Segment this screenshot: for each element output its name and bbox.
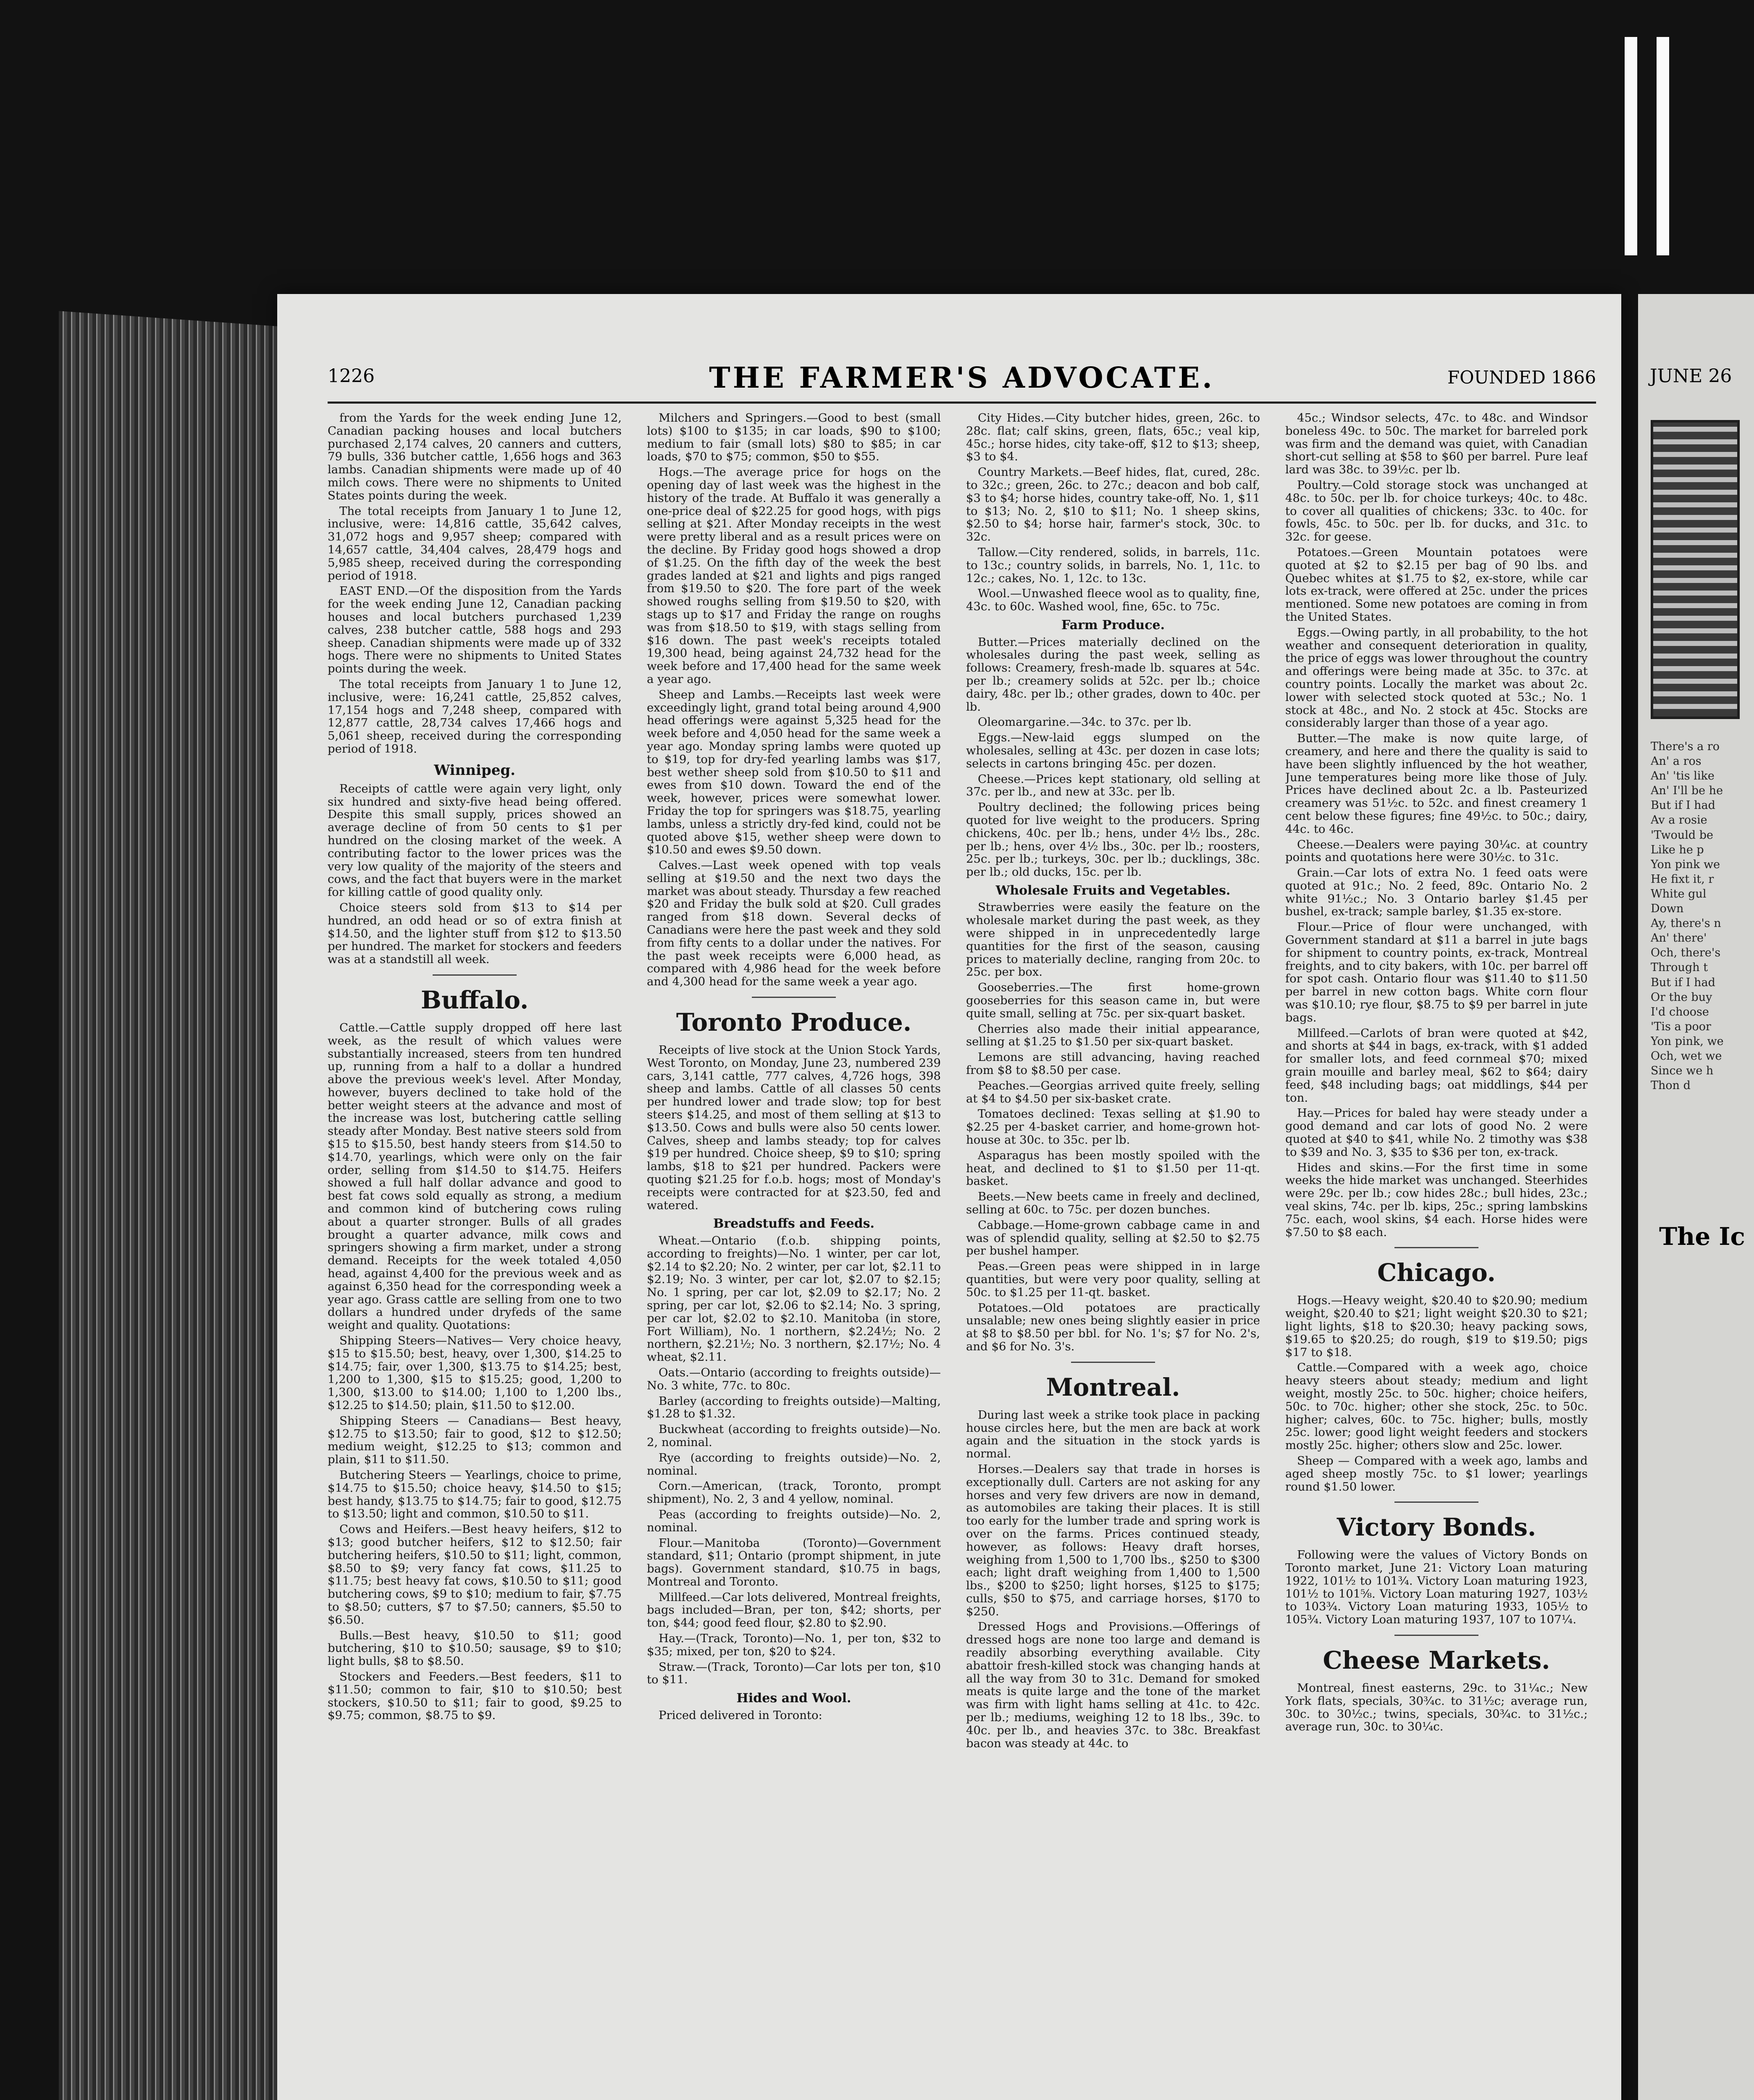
paragraph: Barley (according to freights outside)—Malting, $1.28 to $1.32. — [647, 1394, 941, 1421]
poem-line: 'Twould be — [1651, 828, 1713, 842]
paragraph: Country Markets.—Beef hides, flat, cured, 28c. to 32c.; green, 26c. to 27c.; deacon and bob calf, $3 to $4; horse hides, country take-off, No. 1, $11 to $13; No. 2, $10 to $11; No. 1 sheep skins, $2.50 to $4; horse hair, farmer's stock, 30c. to 32c. — [966, 465, 1260, 544]
paragraph: Wool.—Unwashed fleece wool as to quality, fine, 43c. to 60c. Washed wool, fine, 65c. to 75c. — [966, 587, 1260, 614]
column-2 — [647, 412, 941, 2100]
paragraph: Bulls.—Best heavy, $10.50 to $11; good butchering, $10 to $10.50; sausage, $9 to $10; light bulls, $8 to $8.50. — [328, 1628, 622, 1668]
paragraph: Asparagus has been mostly spoiled with the heat, and declined to $1 to $1.50 per 11-qt. basket. — [966, 1148, 1260, 1188]
poem-line: Down — [1651, 902, 1684, 916]
paragraph: Butchering Steers — Yearlings, choice to prime, $14.75 to $15.50; choice heavy, $14.50 to $15; best handy, $13.75 to $14.75; fair to good, $12.75 to $13.50; light and common, $10.50 to $11. — [328, 1468, 622, 1521]
poem-line: He fixt it, r — [1651, 872, 1714, 886]
paragraph: The total receipts from January 1 to June 12, inclusive, were: 16,241 cattle, 25,852 calves, 17,154 hogs and 7,248 sheep, compared with 12,877 cattle, 28,734 calves 17,466 hogs and 5,061 sheep, received during the corresponding period of 1918. — [328, 677, 622, 756]
paragraph: Corn.—American, (track, Toronto, prompt shipment), No. 2, 3 and 4 yellow, nominal. — [647, 1479, 941, 1506]
paragraph: Straw.—(Track, Toronto)—Car lots per ton, $10 to $11. — [647, 1660, 941, 1687]
masthead: THE FARMER'S ADVOCATE. — [709, 361, 1215, 395]
poem-line: But if I had — [1651, 799, 1715, 812]
paragraph: Millfeed.—Car lots delivered, Montreal freights, bags included—Bran, per ton, $42; shorts, per ton, $44; good feed flour, $2.80 to $2.90. — [647, 1590, 941, 1630]
section-heading-toronto-produce: Toronto Produce. — [676, 1008, 912, 1037]
subheading-hides-wool: Hides and Wool. — [736, 1691, 851, 1706]
paragraph: from the Yards for the week ending June 12, Canadian packing houses and local butchers purchased 2,174 calves, 20 canners and cutters, 79 bulls, 336 butcher cattle, 1,656 hogs and 363 lambs. Canadian shipments were made up of 40 milch cows. There were no shipments to United States points during the week. — [328, 412, 622, 502]
paragraph: Potatoes.—Old potatoes are practically unsalable; new ones being slightly easier in price at $8 to $8.50 per bbl. for No. 1's; $7 for No. 2's, and $6 for No. 3's. — [966, 1301, 1260, 1353]
page-number: 1226 — [328, 365, 375, 387]
paragraph: Oats.—Ontario (according to freights outside)—No. 3 white, 77c. to 80c. — [647, 1365, 941, 1392]
paragraph: Following were the values of Victory Bonds on Toronto market, June 21: Victory Loan maturing 1922, 101½ to 101¾. Victory Loan maturing 1923, 101½ to 101⅝. Victory Loan maturing 1927, 103½ to 103¾. Victory Loan maturing 1933, 105½ to 105¾. Victory Loan maturing 1937, 107 to 107¼. — [1285, 1548, 1588, 1627]
paragraph: Flour.—Price of flour were unchanged, with Government standard at $11 a barrel in jute bags for shipment to country points, ex-track, Montreal freights, and to city bakers, with 10c. per barrel off for spot cash. Ontario flour was $11.40 to $11.50 per barrel in new cotton bags. White corn flour was $10.10; rye flour, $8.75 to $9 per barrel in jute bags. — [1285, 920, 1588, 1024]
paragraph: EAST END.—Of the disposition from the Yards for the week ending June 12, Canadian packing houses and local butchers purchased 1,239 calves, 238 butcher cattle, 588 hogs and 293 sheep. Canadian shipments were made up of 332 hogs. There were no shipments to United States points during the week. — [328, 584, 622, 676]
paragraph: Eggs.—Owing partly, in all probability, to the hot weather and consequent deterioration in quality, the price of eggs was lower throughout the country and offerings were being made at 35c. to 37c. at country points. Locally the market was about 2c. lower with selected stock quoted at 53c.; No. 1 stock at 48c., and No. 2 stock at 45c. Stocks are considerably larger than those of a year ago. — [1285, 625, 1588, 730]
book-page-edges — [59, 311, 294, 2100]
paragraph: Hogs.—The average price for hogs on the opening day of last week was the highest in the history of the trade. At Buffalo it was generally a one-price deal of $22.25 for good hogs, with pigs selling at $21. After Monday receipts in the west were pretty liberal and as a result prices were on the decline. By Friday good hogs showed a drop of $1.25. On the fifth day of the week the best grades landed at $21 and lights and pigs ranged from $19.50 to $20. The fore part of the week showed roughs selling from $19.50 to $20, with stags up to $17 and Friday the range on roughs was from $18.50 to $19, with stags selling from $16 down. The past week's receipts totaled 19,300 head, being against 24,732 head for the week before and 17,400 head for the same week a year ago. — [647, 465, 941, 686]
paragraph: Dressed Hogs and Provisions.—Offerings of dressed hogs are none too large and demand is readily absorbing everything available. City abattoir fresh-killed stock was changing hands at all the way from 30 to 31c. Demand for smoked meats is quite large and the tone of the market was firm with light hams selling at 41c. to 42c. per lb.; mediums, weighing 12 to 18 lbs., 39c. to 40c. per lb., and heavies 37c. to 38c. Breakfast bacon was steady at 44c. to — [966, 1620, 1260, 1750]
paragraph: Rye (according to freights outside)—No. 2, nominal. — [647, 1451, 941, 1478]
paragraph: Stockers and Feeders.—Best feeders, $11 to $11.50; common to fair, $10 to $10.50; best stockers, $10.50 to $11; fair to good, $9.25 to $9.75; common, $8.75 to $9. — [328, 1670, 622, 1722]
paragraph: Cheese.—Dealers were paying 30¼c. at country points and quotations here were 30½c. to 31c. — [1285, 837, 1588, 864]
paragraph: Cabbage.—Home-grown cabbage came in and was of splendid quality, selling at $2.50 to $2.75 per bushel hamper. — [966, 1218, 1260, 1258]
paragraph: Millfeed.—Carlots of bran were quoted at $42, and shorts at $44 in bags, ex-track, with $1 added for smaller lots, and feed cornmeal $70; mixed grain mouille and barley meal, $62 to $64; dairy feed, $48 including bags; oat middlings, $44 per ton. — [1285, 1026, 1588, 1105]
paragraph: Montreal, finest easterns, 29c. to 31¼c.; New York flats, specials, 30¾c. to 31½c; average run, 30c. to 30½c.; twins, specials, 30¾c. to 31½c.; average run, 30c. to 30¼c. — [1285, 1681, 1588, 1734]
poem-line: Ay, there's n — [1651, 917, 1721, 930]
section-heading-cheese-markets: Cheese Markets. — [1323, 1646, 1550, 1675]
paragraph: Wheat.—Ontario (f.o.b. shipping points, according to freights)—No. 1 winter, per car lot, $2.14 to $2.20; No. 2 winter, per car lot, $2.11 to $2.19; No. 3 winter, per car lot, $2.07 to $2.15; No. 1 spring, per car lot, $2.09 to $2.17; No. 2 spring, per car lot, $2.06 to $2.14; No. 3 spring, per car lot, $2.02 to $2.10. Manitoba (in store, Fort William), No. 1 northern, $2.24½; No. 2 northern, $2.21½; No. 3 northern, $2.17½; No. 4 wheat, $2.11. — [647, 1234, 941, 1364]
poem-line: White gul — [1651, 887, 1707, 900]
subheading-farm-produce: Farm Produce. — [1061, 617, 1165, 633]
poem-line: An' there' — [1651, 932, 1707, 945]
paragraph: Gooseberries.—The first home-grown gooseberries for this season came in, but were quite small, selling at 75c. per six-quart basket. — [966, 981, 1260, 1020]
paragraph: Tallow.—City rendered, solids, in barrels, 11c. to 13c.; country solids, in barrels, No. 1, 11c. to 12c.; cakes, No. 1, 12c. to 13c. — [966, 545, 1260, 585]
poem-line: I'd choose — [1651, 1005, 1709, 1018]
film-sprocket-top — [1625, 37, 1637, 255]
paragraph: City Hides.—City butcher hides, green, 26c. to 28c. flat; calf skins, green, flats, 65c.; veal kip, 45c.; horse hides, city take-off, $12 to $13; sheep, $3 to $4. — [966, 412, 1260, 464]
section-divider — [1394, 1635, 1478, 1636]
poem-line: Or the buy — [1651, 990, 1712, 1004]
poem-line: Thon d — [1651, 1079, 1691, 1092]
paragraph: Hogs.—Heavy weight, $20.40 to $20.90; medium weight, $20.40 to $21; light weight $20.30 to $21; light lights, $18 to $20.30; heavy packing sows, $19.65 to $20.25; do rough, $19 to $19.50; pigs $17 to $18. — [1285, 1294, 1588, 1359]
paragraph: Hides and skins.—For the first time in some weeks the hide market was unchanged. Steerhides were 29c. per lb.; cow hides 28c.; bull hides, 23c.; veal skins, 74c. per lb. kips, 25c.; spring lambskins 75c. each, wool skins, $4 each. Horse hides were $7.50 to $8 each. — [1285, 1160, 1588, 1239]
paragraph: Cattle.—Compared with a week ago, choice heavy steers about steady; medium and light weight, mostly 25c. to 50c. higher; choice heifers, 50c. to 70c. higher; other she stock, 25c. to 50c. higher; calves, 60c. to 75c. higher; bulls, mostly 25c. lower; good light weight feeders and stockers mostly 25c. higher; others slow and 25c. lower. — [1285, 1361, 1588, 1452]
section-heading-victory-bonds: Victory Bonds. — [1337, 1513, 1536, 1542]
column-4 — [1285, 412, 1588, 2100]
poem-line: Yon pink we — [1651, 858, 1720, 871]
paragraph: Poultry declined; the following prices being quoted for live weight to the producers. Spring chickens, 40c. per lb.; hens, under 4½ lbs., 28c. per lb.; hens, over 4½ lbs., 30c. per lb.; roosters, 25c. per lb.; turkeys, 30c. per lb.; ducklings, 38c. per lb.; old ducks, 15c. per lb. — [966, 801, 1260, 879]
paragraph: Poultry.—Cold storage stock was unchanged at 48c. to 50c. per lb. for choice turkeys; 40c. to 48c. to cover all qualities of chickens; 33c. to 40c. for fowls, 45c. to 50c. per lb. for ducks, and 31c. to 32c. for geese. — [1285, 478, 1588, 544]
paragraph: Sheep — Compared with a week ago, lambs and aged sheep mostly 75c. to $1 lower; yearlings round $1.50 lower. — [1285, 1454, 1588, 1494]
section-divider — [1394, 1247, 1478, 1248]
section-heading-buffalo: Buffalo. — [420, 985, 529, 1014]
poem-line: There's a ro — [1651, 740, 1720, 753]
poem-line: Like he p — [1651, 843, 1704, 856]
paragraph: Peas (according to freights outside)—No. 2, nominal. — [647, 1507, 941, 1534]
column-1 — [328, 412, 622, 2100]
paragraph: Tomatoes declined: Texas selling at $1.90 to $2.25 per 4-basket carrier, and home-grown hot-house at 30c. to 35c. per lb. — [966, 1107, 1260, 1147]
subheading-fruits-vegetables: Wholesale Fruits and Vegetables. — [995, 883, 1231, 898]
paragraph: Priced delivered in Toronto: — [659, 1708, 822, 1722]
poem-line: Yon pink, we — [1651, 1034, 1724, 1048]
poem-line: 'Tis a poor — [1651, 1020, 1711, 1033]
paragraph: Lemons are still advancing, having reached from $8 to $8.50 per case. — [966, 1050, 1260, 1077]
section-heading-montreal: Montreal. — [1046, 1373, 1180, 1402]
founded-line: FOUNDED 1866 — [1447, 367, 1596, 388]
column-3 — [966, 412, 1260, 2100]
newspaper-page — [277, 294, 1621, 2100]
paragraph: Beets.—New beets came in freely and declined, selling at 60c. to 75c. per dozen bunches. — [966, 1190, 1260, 1217]
paragraph: Shipping Steers—Natives— Very choice heavy, $15 to $15.50; best, heavy, over 1,300, $14.25 to $14.75; fair, over 1,300, $13.75 to $14.25; best, 1,200 to 1,300, $15 to $15.25; good, 1,200 to 1,300, $13.00 to $14.00; 1,100 to 1,200 lbs., $12.25 to $14.50; plain, $11.50 to $12.00. — [328, 1334, 622, 1412]
paragraph: Butter.—The make is now quite large, of creamery, and here and there the quality is said to have been slightly influenced by the hot weather, June temperatures being more like those of July. Prices have declined about 2c. a lb. Pasteurized creamery was 51½c. to 52c. and finest creamery 1 cent below these figures; fine 49½c. to 50c.; dairy, 44c. to 46c. — [1285, 732, 1588, 836]
poem-line: Through t — [1651, 961, 1708, 974]
subheading-breadstuffs: Breadstuffs and Feeds. — [713, 1216, 874, 1231]
paragraph: Eggs.—New-laid eggs slumped on the wholesales, selling at 43c. per dozen in case lots; selects in cartons bringing 45c. per dozen. — [966, 731, 1260, 770]
decorative-ornament — [1651, 420, 1740, 719]
poem-line: But if I had — [1651, 976, 1715, 989]
section-divider — [752, 997, 836, 998]
section-divider — [1394, 1502, 1478, 1503]
paragraph: Sheep and Lambs.—Receipts last week were exceedingly light, grand total being around 4,900 head offerings were against 5,325 head for the week before and 4,050 head for the same week a year ago. Monday spring lambs were quoted up to $19, top for dry-fed yearling lambs was $17, best wether sheep sold from $10.50 to $11 and ewes from $10 down. Toward the end of the week, however, prices were somewhat lower. Friday the top for springers was $18.75, yearling lambs, unless a strictly dry-fed kind, could not be quoted above $15, wether sheep were down to $10.50 and ewes $9.50 down. — [647, 688, 941, 857]
paragraph: Oleomargarine.—34c. to 37c. per lb. — [978, 715, 1192, 729]
facing-page-poem — [1651, 739, 1754, 1093]
header-rule — [328, 402, 1596, 404]
paragraph: Hay.—Prices for baled hay were steady under a good demand and car lots of good No. 2 were quoted at $40 to $41, while No. 2 timothy was $38 to $39 and No. 3, $35 to $36 per ton, ex-track. — [1285, 1106, 1588, 1159]
paragraph: Cattle.—Cattle supply dropped off here last week, as the result of which values were substantially increased, steers from ten hundred up, running from a half to a dollar a hundred above the previous week's level. After Monday, however, buyers declined to take hold of the better weight steers at the advance and most of the increase was lost, butchering cattle selling steady after Monday. Best native steers sold from $15 to $15.50, best handy steers from $14.50 to $14.70, yearlings, which were only on the fair order, selling from $14.50 to $14.75. Heifers showed a full half dollar advance and good to best fat cows sold equally as strong, a medium and common kind of butchering cows ruling about a quarter stronger. Bulls of all grades brought a quarter advance, milk cows and springers showing a firm market, under a strong demand. Receipts for the week totaled 4,050 head, against 4,400 for the previous week and as against 6,350 head for the corresponding week a year ago. Grass cattle are selling from one to two dollars a hundred under dryfeds of the same weight and quality. Quotations: — [328, 1021, 622, 1332]
section-divider — [433, 974, 517, 976]
paragraph: Cheese.—Prices kept stationary, old selling at 37c. per lb., and new at 33c. per lb. — [966, 772, 1260, 799]
paragraph: Shipping Steers — Canadians— Best heavy, $12.75 to $13.50; fair to good, $12 to $12.50; medium weight, $12.25 to $13; common and plain, $11 to $11.50. — [328, 1414, 622, 1467]
paragraph: Receipts of cattle were again very light, only six hundred and sixty-five head being offered. Despite this small supply, prices showed an average decline of from 50 cents to $1 per hundred on the closing market of the week. A contributing factor to the lower prices was the very low quality of the majority of the steers and cows, and the fact that buyers were in the market for killing cattle of good quality only. — [328, 782, 622, 899]
paragraph: Cows and Heifers.—Best heavy heifers, $12 to $13; good butcher heifers, $12 to $12.50; fair butchering heifers, $10.50 to $11; light, common, $8.50 to $9; very fancy fat cows, $11.25 to $11.75; best heavy fat cows, $10.50 to $11; good butchering cows, $9 to $10; medium to fair, $7.75 to $8.50; cutters, $7 to $7.50; canners, $5.50 to $6.50. — [328, 1522, 622, 1627]
paragraph: Peas.—Green peas were shipped in in large quantities, but were very poor quality, selling at 50c. to $1.25 per 11-qt. basket. — [966, 1260, 1260, 1299]
poem-line: Since we h — [1651, 1064, 1714, 1078]
facing-page-date: JUNE 26 — [1650, 365, 1732, 387]
paragraph: Peaches.—Georgias arrived quite freely, selling at $4 to $4.50 per six-basket crate. — [966, 1079, 1260, 1105]
paragraph: Receipts of live stock at the Union Stock Yards, West Toronto, on Monday, June 23, numbered 239 cars, 3,141 cattle, 777 calves, 4,726 hogs, 398 sheep and lambs. Cattle of all classes 50 cents per hundred lower and trade slow; top for best steers $14.25, and most of them selling at $13 to $13.50. Cows and bulls were also 50 cents lower. Calves, sheep and lambs steady; top for calves $19 per hundred. Choice sheep, $9 to $10; spring lambs, $18 to $21 per hundred. Packers were quoting $21.25 for f.o.b. hogs; most of Monday's receipts were contracted for at $23.50, fed and watered. — [647, 1043, 941, 1212]
poem-line: Och, wet we — [1651, 1049, 1722, 1063]
paragraph: The total receipts from January 1 to June 12, inclusive, were: 14,816 cattle, 35,642 calves, 31,072 hogs and 9,957 sheep; compared with 14,657 cattle, 34,404 calves, 28,479 hogs and 5,985 sheep, received during the corresponding period of 1918. — [328, 504, 622, 583]
section-heading-chicago: Chicago. — [1377, 1258, 1496, 1287]
poem-line: Av a rosie — [1651, 814, 1707, 827]
paragraph: Milchers and Springers.—Good to best (small lots) $100 to $135; in car loads, $90 to $100; medium to fair (small lots) $80 to $85; in car loads, $70 to $75; common, $50 to $55. — [647, 412, 941, 464]
poem-line: An' a ros — [1651, 755, 1701, 768]
paragraph: Buckwheat (according to freights outside)—No. 2, nominal. — [647, 1423, 941, 1449]
paragraph: Hay.—(Track, Toronto)—No. 1, per ton, $32 to $35; mixed, per ton, $20 to $24. — [647, 1632, 941, 1658]
paragraph: Butter.—Prices materially declined on the wholesales during the past week, selling as follows: Creamery, fresh-made lb. squares at 54c. per lb.; creamery solids at 52c. per lb.; choice dairy, 48c. per lb.; other grades, down to 40c. per lb. — [966, 635, 1260, 714]
paragraph: Potatoes.—Green Mountain potatoes were quoted at $2 to $2.15 per bag of 90 lbs. and Quebec whites at $1.75 to $2, ex-store, while car lots ex-track, were offered at 25c. under the prices mentioned. Some new potatoes are coming in from the United States. — [1285, 545, 1588, 624]
section-heading-winnipeg: Winnipeg. — [434, 761, 515, 779]
paragraph: Choice steers sold from $13 to $14 per hundred, an odd head or so of extra finish at $14.50, and the lighter stuff from $12 to $13.50 per hundred. The market for stockers and feeders was at a standstill all week. — [328, 900, 622, 966]
page-header — [328, 361, 1596, 399]
paragraph: During last week a strike took place in packing house circles here, but the men are back at work again and the situation in the stock yards is normal. — [966, 1408, 1260, 1461]
poem-line: Och, there's — [1651, 946, 1721, 960]
paragraph: Horses.—Dealers say that trade in horses is exceptionally dull. Carters are not asking for any horses and very few drivers are now in demand, as automobiles are taking their places. It is still too early for the lumber trade and spring work is over on the farms. Prices continued steady, however, as follows: Heavy draft horses, weighing from 1,500 to 1,700 lbs., $250 to $300 each; light draft weighing from 1,400 to 1,500 lbs., $200 to $250; light horses, $125 to $175; culls, $50 to $75, and carriage horses, $170 to $250. — [966, 1462, 1260, 1618]
film-sprocket-top — [1657, 37, 1669, 255]
facing-page-fragment — [1638, 294, 1754, 2100]
paragraph: Strawberries were easily the feature on the wholesale market during the past week, as they were shipped in in unprecedentedly large quantities for the first of the season, causing prices to materially decline, ranging from 20c. to 25c. per box. — [966, 900, 1260, 979]
paragraph: Cherries also made their initial appearance, selling at $1.25 to $1.50 per six-quart basket. — [966, 1022, 1260, 1049]
paragraph: 45c.; Windsor selects, 47c. to 48c. and Windsor boneless 49c. to 50c. The market for barreled pork was firm and the demand was quiet, with Canadian short-cut selling at $58 to $60 per barrel. Pure leaf lard was 38c. to 39½c. per lb. — [1285, 412, 1588, 477]
paragraph: Calves.—Last week opened with top veals selling at $19.50 and the next two days the market was about steady. Thursday a few reached $20 and Friday the bulk sold at $20. Cull grades ranged from $18 down. Several decks of Canadians were here the past week and they sold from fifty cents to a dollar under the natives. For the past week receipts were 6,000 head, as compared with 4,986 head for the week before and 4,300 head for the same week a year ago. — [647, 858, 941, 989]
facing-page-title: The Ic — [1659, 1222, 1745, 1251]
paragraph: Flour.—Manitoba (Toronto)—Government standard, $11; Ontario (prompt shipment, in jute bags). Government standard, $10.75 in bags, Montreal and Toronto. — [647, 1536, 941, 1588]
poem-line: An' 'tis like — [1651, 769, 1715, 783]
poem-line: An' I'll be he — [1651, 784, 1723, 798]
section-divider — [1071, 1362, 1155, 1363]
paragraph: Grain.—Car lots of extra No. 1 feed oats were quoted at 91c.; No. 2 feed, 89c. Ontario No. 2 white 91½c.; No. 3 Ontario barley $1.45 per bushel, ex-track; sample barley, $1.35 ex-store. — [1285, 866, 1588, 919]
